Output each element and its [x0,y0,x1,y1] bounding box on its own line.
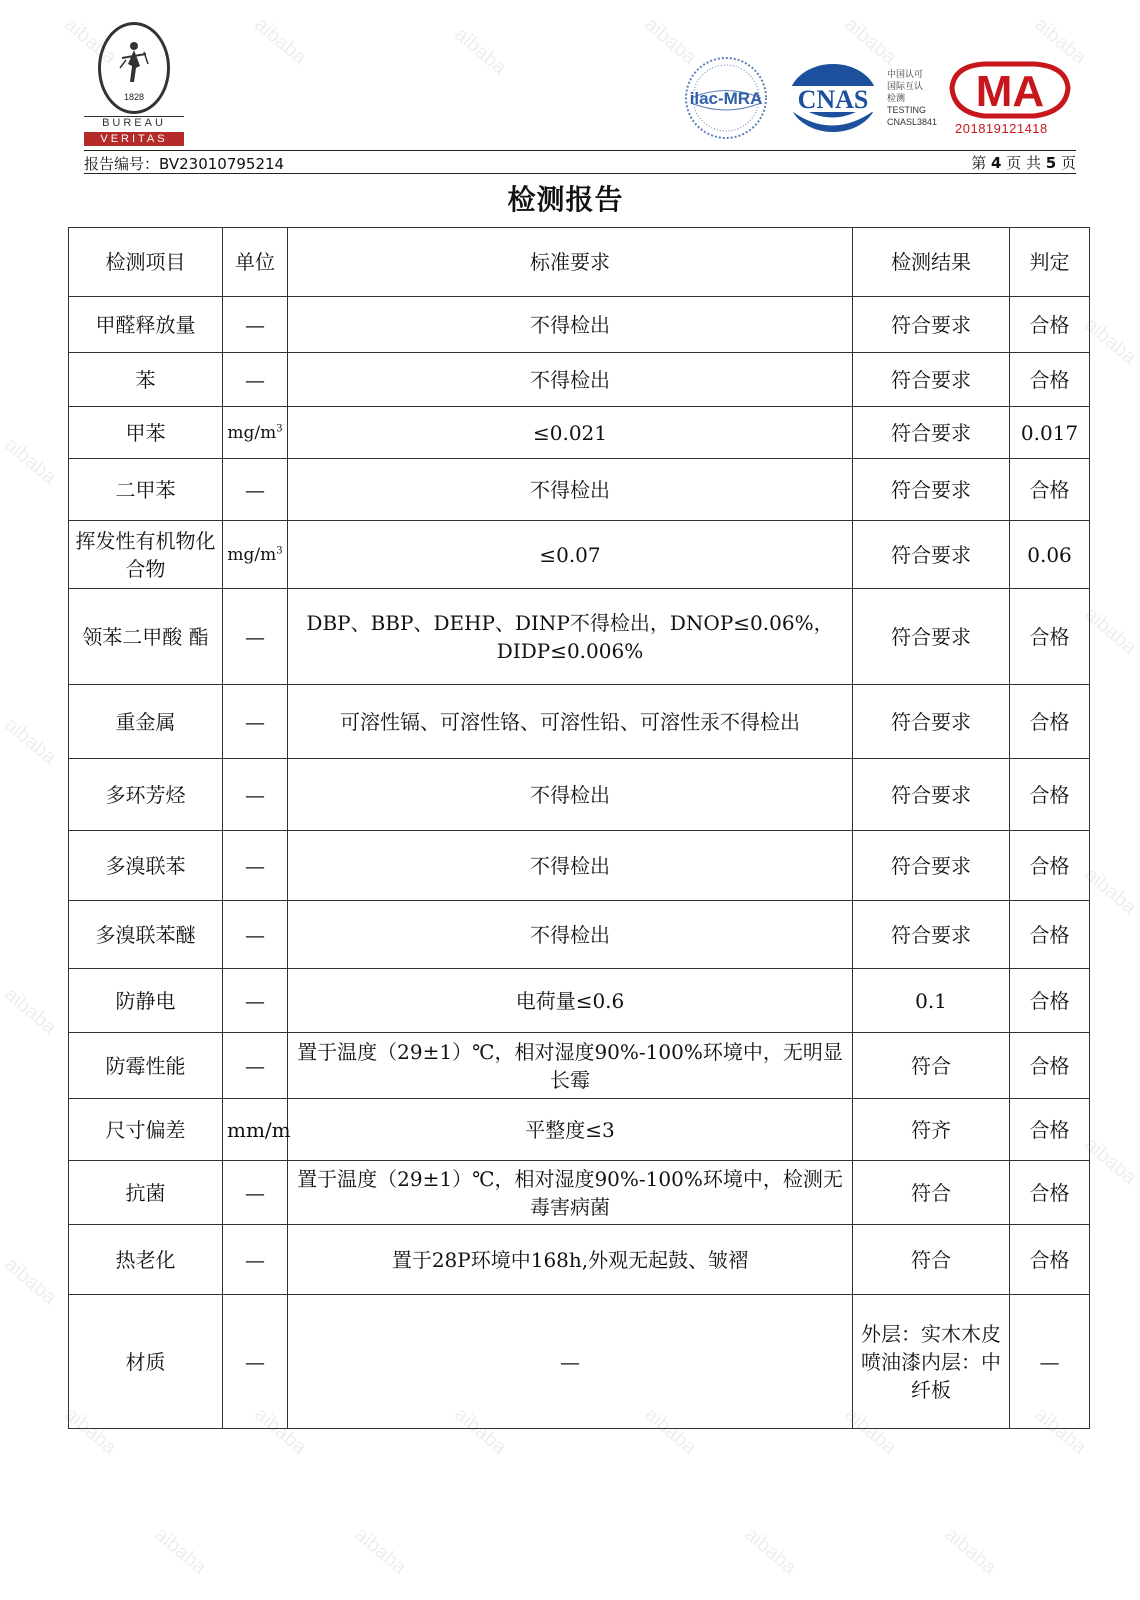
watermark-text: aibaba [1080,863,1140,919]
cell-result: 符合 [853,1033,1010,1099]
cell-unit: — [223,759,288,831]
watermark-text: aibaba [1080,603,1140,659]
cell-standard: 不得检出 [288,353,853,407]
cell-item: 抗菌 [69,1161,223,1225]
watermark-text: aibaba [450,23,511,79]
table-row [69,521,1090,589]
cell-item: 挥发性有机物化合物 [69,521,223,589]
cell-standard: ≤0.021 [288,407,853,459]
cell-result: 符合 [853,1225,1010,1295]
unit-superscript: 3 [276,544,283,556]
page-indicator: 第 4 页 共 5 页 [971,154,1076,172]
cell-standard: 置于温度（29±1）℃，相对湿度90%-100%环境中，检测无毒害病菌 [288,1161,853,1225]
cell-standard: 不得检出 [288,831,853,901]
table-row [69,1033,1090,1099]
cell-result: 符合要求 [853,589,1010,685]
cell-result: 外层：实木木皮喷油漆内层：中纤板 [853,1295,1010,1429]
cell-unit: — [223,901,288,969]
cell-verdict: — [1010,1295,1090,1429]
table-row [69,1295,1090,1429]
cell-result: 0.1 [853,969,1010,1033]
cell-item: 防霉性能 [69,1033,223,1099]
bv-year: 1828 [123,92,145,102]
bv-word-bureau: BUREAU [84,116,184,131]
header-standard: 标准要求 [288,228,853,297]
page-total: 5 [1045,154,1057,172]
cell-standard: 置于28P环境中168h,外观无起鼓、皱褶 [288,1225,853,1295]
table-row [69,459,1090,521]
table-row [69,1099,1090,1161]
page-title: 检测报告 [507,183,624,216]
table-row [69,759,1090,831]
header-verdict: 判定 [1010,228,1090,297]
cell-standard: 不得检出 [288,459,853,521]
header-result: 检测结果 [853,228,1010,297]
cell-standard: DBP、BBP、DEHP、DINP不得检出，DNOP≤0.06%，DIDP≤0.006% [288,589,853,685]
watermark-text: aibaba [940,1523,1001,1579]
watermark-text: aibaba [0,983,61,1039]
cell-verdict: 0.06 [1010,521,1090,589]
cma-number: 201819121418 [955,121,1048,136]
cell-unit: — [223,459,288,521]
report-number-value: BV23010795214 [159,155,285,173]
cell-unit: — [223,297,288,353]
cell-item: 领苯二甲酸 酯 [69,589,223,685]
cell-verdict: 合格 [1010,1161,1090,1225]
cell-verdict: 合格 [1010,759,1090,831]
cell-item: 材质 [69,1295,223,1429]
ilac-mra-logo [683,55,769,141]
cell-unit: $mg/m^3$ [223,407,288,459]
cell-standard: 电荷量≤0.6 [288,969,853,1033]
cell-unit: — [223,685,288,759]
watermark-text: aibaba [740,1523,801,1579]
cnas-text: CNAS [797,85,869,114]
cell-item: 二甲苯 [69,459,223,521]
cell-item: 甲苯 [69,407,223,459]
table-row [69,353,1090,407]
cell-item: 重金属 [69,685,223,759]
cell-item: 多溴联苯 [69,831,223,901]
report-number-label: 报告编号： [84,155,160,173]
cnas-logo [783,62,883,134]
cell-standard: 平整度≤3 [288,1099,853,1161]
cell-standard: ≤0.07 [288,521,853,589]
page-current: 4 [990,154,1002,172]
cell-result: 符合要求 [853,521,1010,589]
cell-verdict: 0.017 [1010,407,1090,459]
cell-result: 符合要求 [853,901,1010,969]
report-number [84,153,284,174]
watermark-text: aibaba [0,1253,61,1309]
cell-standard: — [288,1295,853,1429]
watermark-text: aibaba [60,1403,121,1459]
cell-result: 符齐 [853,1099,1010,1161]
cell-item: 苯 [69,353,223,407]
table-row [69,589,1090,685]
watermark-text: aibaba [350,1523,411,1579]
cell-unit: — [223,1295,288,1429]
watermark-text: aibaba [250,1403,311,1459]
cell-unit: mm/m [223,1099,288,1161]
ilac-text: ilac-MRA [689,89,763,108]
table-header-row [69,228,1090,297]
cell-verdict: 合格 [1010,589,1090,685]
watermark-text: aibaba [250,13,311,69]
watermark-text: aibaba [0,713,61,769]
watermark-text: aibaba [1080,1133,1140,1189]
test-report-table [68,227,1090,1429]
cell-result: 符合要求 [853,353,1010,407]
cnas-side-text: 中国认可 国际互认 检测 TESTING CNASL3841 [887,69,938,127]
watermark-text: aibaba [640,1403,701,1459]
cell-item: 甲醛释放量 [69,297,223,353]
watermark-text: aibaba [1030,13,1091,69]
cell-standard: 不得检出 [288,759,853,831]
cell-verdict: 合格 [1010,831,1090,901]
cell-item: 尺寸偏差 [69,1099,223,1161]
cell-verdict: 合格 [1010,901,1090,969]
cell-standard: 可溶性镉、可溶性铬、可溶性铅、可溶性汞不得检出 [288,685,853,759]
cell-result: 符合 [853,1161,1010,1225]
cell-verdict: 合格 [1010,1099,1090,1161]
cell-unit: — [223,1033,288,1099]
cell-unit: — [223,969,288,1033]
table-row [69,685,1090,759]
table-row [69,1161,1090,1225]
table-row [69,901,1090,969]
cell-item: 防静电 [69,969,223,1033]
watermark-text: aibaba [840,13,901,69]
cell-unit: — [223,353,288,407]
table-row [69,407,1090,459]
cell-verdict: 合格 [1010,1225,1090,1295]
cell-unit: — [223,589,288,685]
bv-figure-icon [114,38,154,90]
watermark-text: aibaba [1080,313,1140,369]
bv-word-veritas: VERITAS [84,132,184,146]
cell-item: 多溴联苯醚 [69,901,223,969]
cell-verdict: 合格 [1010,685,1090,759]
cell-unit: — [223,1225,288,1295]
cell-item: 多环芳烃 [69,759,223,831]
cell-verdict: 合格 [1010,969,1090,1033]
watermark-text: aibaba [0,433,61,489]
cell-item: 热老化 [69,1225,223,1295]
unit-superscript: 3 [276,422,283,434]
header-item: 检测项目 [69,228,223,297]
cell-standard: 不得检出 [288,297,853,353]
cell-verdict: 合格 [1010,1033,1090,1099]
cma-text: MA [975,67,1045,116]
watermark-text: aibaba [1030,1403,1091,1459]
watermark-text: aibaba [840,1403,901,1459]
cell-unit: $mg/m^3$ [223,521,288,589]
watermark-text: aibaba [450,1403,511,1459]
cell-result: 符合要求 [853,759,1010,831]
cell-result: 符合要求 [853,297,1010,353]
cell-result: 符合要求 [853,407,1010,459]
table-row [69,969,1090,1033]
cell-unit: — [223,1161,288,1225]
cell-standard: 不得检出 [288,901,853,969]
table-row [69,297,1090,353]
watermark-text: aibaba [150,1523,211,1579]
watermark-text: aibaba [60,13,121,69]
cell-result: 符合要求 [853,459,1010,521]
table-row [69,1225,1090,1295]
cell-verdict: 合格 [1010,297,1090,353]
bureau-veritas-logo [84,22,186,146]
cell-unit: — [223,831,288,901]
cell-standard: 置于温度（29±1）℃，相对湿度90%-100%环境中，无明显长霉 [288,1033,853,1099]
cell-verdict: 合格 [1010,353,1090,407]
header-unit: 单位 [223,228,288,297]
table-row [69,831,1090,901]
cell-result: 符合要求 [853,831,1010,901]
cell-verdict: 合格 [1010,459,1090,521]
watermark-text: aibaba [640,13,701,69]
cell-result: 符合要求 [853,685,1010,759]
